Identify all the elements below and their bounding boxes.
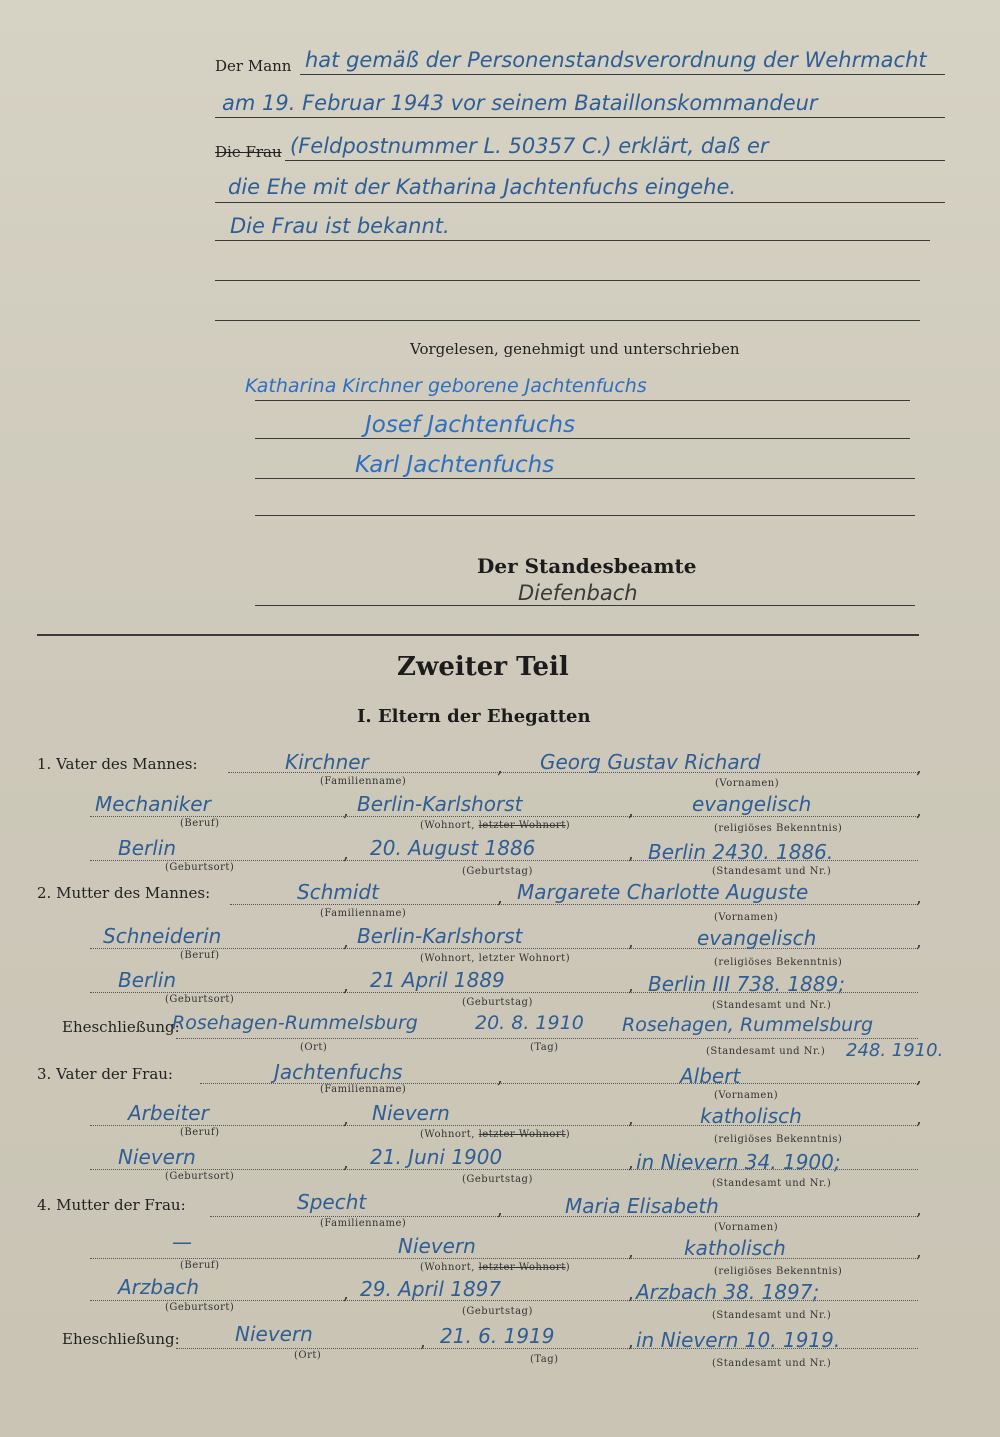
comma: , <box>497 887 503 908</box>
rule-2 <box>215 117 945 118</box>
comma: , <box>497 1067 503 1088</box>
rule-3 <box>285 160 945 161</box>
comma: , <box>628 975 634 996</box>
m1-ort: Rosehagen-Rummelsburg <box>172 1012 418 1034</box>
p1-geburtsort: Berlin <box>118 836 177 860</box>
declaration-line-4: die Ehe mit der Katharina Jachtenfuchs eingehe. <box>228 175 737 199</box>
p2-familienname: Schmidt <box>297 880 379 904</box>
m1-standesamt: Rosehagen, Rummelsburg <box>622 1014 874 1036</box>
caption-tag: (Tag) <box>530 1354 559 1365</box>
p3-bekenntnis: katholisch <box>700 1104 802 1128</box>
caption-wohnort-strike: letzter Wohnort <box>478 1129 566 1140</box>
p3-standesamt: in Nievern 34. 1900; <box>636 1150 841 1174</box>
caption-bekenntnis: (religiöses Bekenntnis) <box>714 823 843 834</box>
comma: , <box>916 1199 922 1220</box>
comma: , <box>916 757 922 778</box>
registrar-rule <box>255 605 915 606</box>
caption-geburtsort: (Geburtsort) <box>165 862 235 873</box>
caption-standesamt: (Standesamt und Nr.) <box>712 1358 832 1369</box>
comma: , <box>343 800 349 821</box>
comma: , <box>916 1241 922 1262</box>
comma: , <box>497 1199 503 1220</box>
caption-wohnort-strike: letzter Wohnort <box>478 1262 566 1273</box>
p1-bekenntnis: evangelisch <box>692 792 812 816</box>
comma: , <box>628 1108 634 1129</box>
signature-rule-3 <box>255 478 915 479</box>
caption-familienname: (Familienname) <box>320 1218 407 1229</box>
caption-standesamt: (Standesamt und Nr.) <box>712 1178 832 1189</box>
declaration-line-1: hat gemäß der Personenstandsverordnung der Wehrmacht <box>305 48 927 72</box>
comma: , <box>420 1331 426 1352</box>
caption-wohnort: (Wohnort, letzter Wohnort) <box>420 953 571 964</box>
m2-standesamt: in Nievern 10. 1919. <box>636 1328 841 1352</box>
p2-vornamen: Margarete Charlotte Auguste <box>517 880 809 904</box>
read-approved-text: Vorgelesen, genehmigt und unterschrieben <box>410 340 740 358</box>
p4-geburtstag: 29. April 1897 <box>360 1277 502 1301</box>
caption-standesamt: (Standesamt und Nr.) <box>712 866 832 877</box>
caption-wohnort-strike: letzter Wohnort <box>478 820 566 831</box>
caption-wohnort <box>420 1262 570 1273</box>
p4-standesamt: Arzbach 38. 1897; <box>636 1280 820 1304</box>
label-eheschliessung-2: Eheschließung: <box>62 1330 180 1348</box>
signature-karl: Karl Jachtenfuchs <box>355 452 555 478</box>
p2-geburtsort: Berlin <box>118 968 177 992</box>
p4-familienname: Specht <box>297 1190 367 1214</box>
p4-vornamen: Maria Elisabeth <box>565 1194 719 1218</box>
p1-beruf: Mechaniker <box>95 792 211 816</box>
caption-wohnort-suffix: ) <box>565 1129 571 1140</box>
m2-ort: Nievern <box>235 1322 313 1346</box>
dotline <box>176 1038 918 1039</box>
signature-rule-4 <box>255 515 915 516</box>
caption-standesamt: (Standesamt und Nr.) <box>712 1000 832 1011</box>
p2-bekenntnis: evangelisch <box>697 926 817 950</box>
signature-rule-1 <box>255 400 910 401</box>
label-eheschliessung-1: Eheschließung: <box>62 1018 180 1036</box>
caption-familienname: (Familienname) <box>320 1084 407 1095</box>
comma: , <box>343 843 349 864</box>
p2-beruf: Schneiderin <box>103 924 222 948</box>
caption-beruf: (Beruf) <box>180 818 220 829</box>
caption-bekenntnis: (religiöses Bekenntnis) <box>714 1134 843 1145</box>
label-die-frau: Die Frau <box>215 143 282 161</box>
caption-familienname: (Familienname) <box>320 776 407 787</box>
caption-ort: (Ort) <box>300 1042 328 1053</box>
caption-geburtstag: (Geburtstag) <box>462 997 533 1008</box>
caption-geburtstag: (Geburtstag) <box>462 866 533 877</box>
dotline <box>210 1216 918 1217</box>
caption-tag: (Tag) <box>530 1042 559 1053</box>
p4-wohnort: Nievern <box>398 1234 476 1258</box>
registrar-signature: Diefenbach <box>518 581 638 605</box>
p2-standesamt: Berlin III 738. 1889; <box>648 972 845 996</box>
caption-bekenntnis: (religiöses Bekenntnis) <box>714 1266 843 1277</box>
p3-wohnort: Nievern <box>372 1101 450 1125</box>
caption-wohnort-prefix: (Wohnort, <box>420 1129 479 1140</box>
p1-wohnort: Berlin-Karlshorst <box>357 792 523 816</box>
rule-4 <box>215 202 945 203</box>
caption-vornamen: (Vornamen) <box>715 778 780 789</box>
caption-beruf: (Beruf) <box>180 950 220 961</box>
rule-6 <box>215 280 920 281</box>
caption-beruf: (Beruf) <box>180 1260 220 1271</box>
declaration-line-5: Die Frau ist bekannt. <box>230 214 450 238</box>
p4-beruf: — <box>172 1230 192 1254</box>
dotline <box>90 1258 918 1259</box>
m2-tag: 21. 6. 1919 <box>440 1324 555 1348</box>
declaration-line-3: (Feldpostnummer L. 50357 C.) erklärt, daß er <box>290 134 769 158</box>
comma: , <box>916 931 922 952</box>
comma: , <box>497 757 503 778</box>
p2-wohnort: Berlin-Karlshorst <box>357 924 523 948</box>
signature-rule-2 <box>255 438 910 439</box>
comma: , <box>343 1152 349 1173</box>
comma: , <box>628 1283 634 1304</box>
label-mutter-frau: 4. Mutter der Frau: <box>37 1196 186 1214</box>
caption-standesamt: (Standesamt und Nr.) <box>706 1046 826 1057</box>
p1-standesamt: Berlin 2430. 1886. <box>648 840 834 864</box>
caption-vornamen: (Vornamen) <box>714 912 779 923</box>
signature-wife: Katharina Kirchner geborene Jachtenfuchs <box>245 375 647 397</box>
label-mutter-mann: 2. Mutter des Mannes: <box>37 884 211 902</box>
label-der-mann: Der Mann <box>215 57 292 75</box>
p3-beruf: Arbeiter <box>128 1101 209 1125</box>
comma: , <box>343 1108 349 1129</box>
comma: , <box>916 1067 922 1088</box>
caption-wohnort <box>420 1129 570 1140</box>
p1-familienname: Kirchner <box>285 750 369 774</box>
caption-wohnort <box>420 820 570 831</box>
part-two-title: Zweiter Teil <box>397 652 569 682</box>
caption-bekenntnis: (religiöses Bekenntnis) <box>714 957 843 968</box>
comma: , <box>916 887 922 908</box>
p3-vornamen: Albert <box>680 1064 741 1088</box>
comma: , <box>628 800 634 821</box>
declaration-line-2: am 19. Februar 1943 vor seinem Bataillonskommandeur <box>222 91 818 115</box>
caption-standesamt: (Standesamt und Nr.) <box>712 1310 832 1321</box>
caption-vornamen: (Vornamen) <box>714 1090 779 1101</box>
caption-geburtsort: (Geburtsort) <box>165 1302 235 1313</box>
signature-josef: Josef Jachtenfuchs <box>365 412 576 438</box>
caption-wohnort-suffix: ) <box>565 820 571 831</box>
p3-geburtsort: Nievern <box>118 1145 196 1169</box>
p3-familienname: Jachtenfuchs <box>274 1060 403 1084</box>
comma: , <box>343 1283 349 1304</box>
p2-geburtstag: 21 April 1889 <box>370 968 505 992</box>
registrar-title: Der Standesbeamte <box>477 554 697 578</box>
caption-familienname: (Familienname) <box>320 908 407 919</box>
m1-tag: 20. 8. 1910 <box>475 1012 584 1034</box>
p4-geburtsort: Arzbach <box>118 1275 200 1299</box>
comma: , <box>343 975 349 996</box>
m1-standesamt-nr: 248. 1910. <box>846 1040 944 1061</box>
caption-ort: (Ort) <box>294 1350 322 1361</box>
caption-beruf: (Beruf) <box>180 1127 220 1138</box>
p4-bekenntnis: katholisch <box>684 1236 786 1260</box>
caption-wohnort-prefix: (Wohnort, <box>420 1262 479 1273</box>
comma: , <box>343 931 349 952</box>
label-vater-mann: 1. Vater des Mannes: <box>37 755 198 773</box>
section-divider <box>37 634 919 636</box>
caption-vornamen: (Vornamen) <box>714 1222 779 1233</box>
p1-vornamen: Georg Gustav Richard <box>540 750 761 774</box>
dotline <box>230 904 918 905</box>
p1-geburtstag: 20. August 1886 <box>370 836 536 860</box>
section-parents-title: I. Eltern der Ehegatten <box>357 706 591 727</box>
caption-geburtsort: (Geburtsort) <box>165 994 235 1005</box>
rule-5 <box>215 240 930 241</box>
caption-wohnort-prefix: (Wohnort, <box>420 820 479 831</box>
comma: , <box>628 1152 634 1173</box>
caption-geburtstag: (Geburtstag) <box>462 1306 533 1317</box>
comma: , <box>628 1241 634 1262</box>
comma: , <box>628 1331 634 1352</box>
comma: , <box>628 843 634 864</box>
p3-geburtstag: 21. Juni 1900 <box>370 1145 503 1169</box>
comma: , <box>916 1108 922 1129</box>
label-vater-frau: 3. Vater der Frau: <box>37 1065 173 1083</box>
caption-geburtstag: (Geburtstag) <box>462 1174 533 1185</box>
dotline <box>90 816 918 817</box>
caption-wohnort-suffix: ) <box>565 1262 571 1273</box>
caption-geburtsort: (Geburtsort) <box>165 1171 235 1182</box>
rule-7 <box>215 320 920 321</box>
comma: , <box>916 800 922 821</box>
rule-1 <box>300 74 945 75</box>
comma: , <box>628 931 634 952</box>
